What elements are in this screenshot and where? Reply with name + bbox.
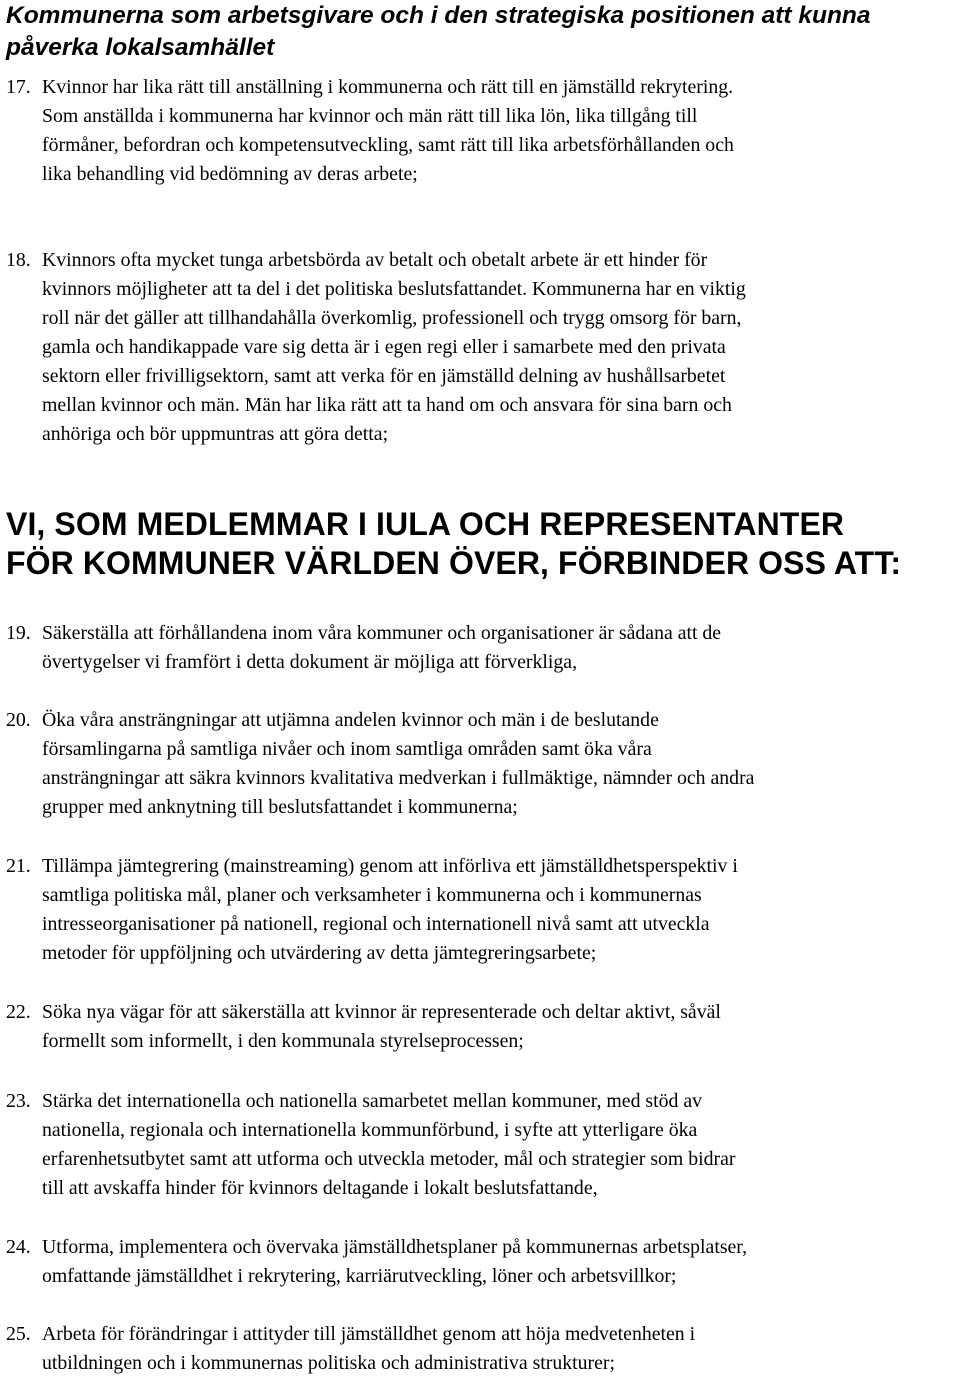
item-number: 25.	[6, 1323, 31, 1345]
list-item-22	[6, 998, 958, 1056]
item-number: 21.	[6, 855, 31, 877]
item-number: 24.	[6, 1236, 31, 1258]
item-text: Öka våra ansträngningar att utjämna andelen kvinnor och män i de beslutande församlingarna på samtliga nivåer och inom samtliga områden samt öka våra ansträngningar att säkra kvinnors kvalitativa medverkan i fullmäktige, nämnder och andra grupper med anknytning till beslutsfattandet i kommunerna;	[42, 709, 755, 818]
list-item-17	[6, 73, 958, 189]
item-text: Kvinnor har lika rätt till anställning i kommunerna och rätt till en jämställd rekrytering. Som anställda i kommunerna har kvinnor och män rätt till lika lön, lika tillgång till förmåner, befordran och kompetensutveckling, samt rätt till lika arbetsförhållanden och lika behandling vid bedömning av deras arbete;	[42, 76, 734, 185]
item-text: Utforma, implementera och övervaka jämställdhetsplaner på kommunernas arbetsplatser, omfattande jämställdhet i rekrytering, karriärutveckling, löner och arbetsvillkor;	[42, 1236, 748, 1287]
pledge-heading-line-2: FÖR KOMMUNER VÄRLDEN ÖVER, FÖRBINDER OSS ATT:	[6, 545, 902, 581]
item-number: 17.	[6, 76, 31, 98]
item-number: 19.	[6, 622, 31, 644]
item-text: Tillämpa jämtegrering (mainstreaming) genom att införliva ett jämställdhetsperspektiv i samtliga politiska mål, planer och verksamheter i kommunerna och i kommunernas intresseorganisationer på nationell, regional och internationell nivå samt att utveckla metoder för uppföljning och utvärdering av detta jämtegreringsarbete;	[42, 855, 738, 964]
item-text: Kvinnors ofta mycket tunga arbetsbörda av betalt och obetalt arbete är ett hinder för kvinnors möjligheter att ta del i det politiska beslutsfattandet. Kommunerna har en viktig roll när det gäller att tillhandahålla överkomlig, professionell och trygg omsorg för barn, gamla och handikappade vare sig detta är i egen regi eller i samarbete med den privata sektorn eller frivilligsektorn, samt att verka för en jämställd delning av hushållsarbetet mellan kvinnor och män. Män har lika rätt att ta hand om och ansvara för sina barn och anhöriga och bör uppmuntras att göra detta;	[42, 249, 746, 445]
item-number: 22.	[6, 1001, 31, 1023]
item-text: Arbeta för förändringar i attityder till jämställdhet genom att höja medvetenheten i utbildningen och i kommunernas politiska och administrativa strukturer;	[42, 1323, 696, 1374]
item-text: Säkerställa att förhållandena inom våra kommuner och organisationer är sådana att de övertygelser vi framfört i detta dokument är möjliga att förverkliga,	[42, 622, 722, 673]
list-item-20	[6, 706, 958, 822]
item-text: Stärka det internationella och nationella samarbetet mellan kommuner, med stöd av nationella, regionala och internationella kommunförbund, i syfte att ytterligare öka erfarenhetsutbytet samt att utforma och utveckla metoder, mål och strategier som bidrar till att avskaffa hinder för kvinnors deltagande i lokalt beslutsfattande,	[42, 1090, 736, 1199]
pledge-heading	[6, 505, 956, 583]
section-heading: Kommunerna som arbetsgivare och i den strategiska positionen att kunna påverka lokalsamhället	[6, 2, 871, 61]
list-item-19	[6, 619, 958, 677]
pledge-heading-line-1: VI, SOM MEDLEMMAR I IULA OCH REPRESENTANTER	[6, 506, 845, 542]
item-number: 20.	[6, 709, 31, 731]
list-item-24	[6, 1233, 958, 1291]
item-number: 18.	[6, 249, 31, 271]
list-item-25	[6, 1320, 958, 1378]
list-item-18	[6, 246, 958, 449]
list-item-21	[6, 852, 958, 968]
item-text: Söka nya vägar för att säkerställa att kvinnor är representerade och deltar aktivt, såväl formellt som informellt, i den kommunala styrelseprocessen;	[42, 1001, 721, 1052]
list-item-23	[6, 1087, 958, 1203]
item-number: 23.	[6, 1090, 31, 1112]
